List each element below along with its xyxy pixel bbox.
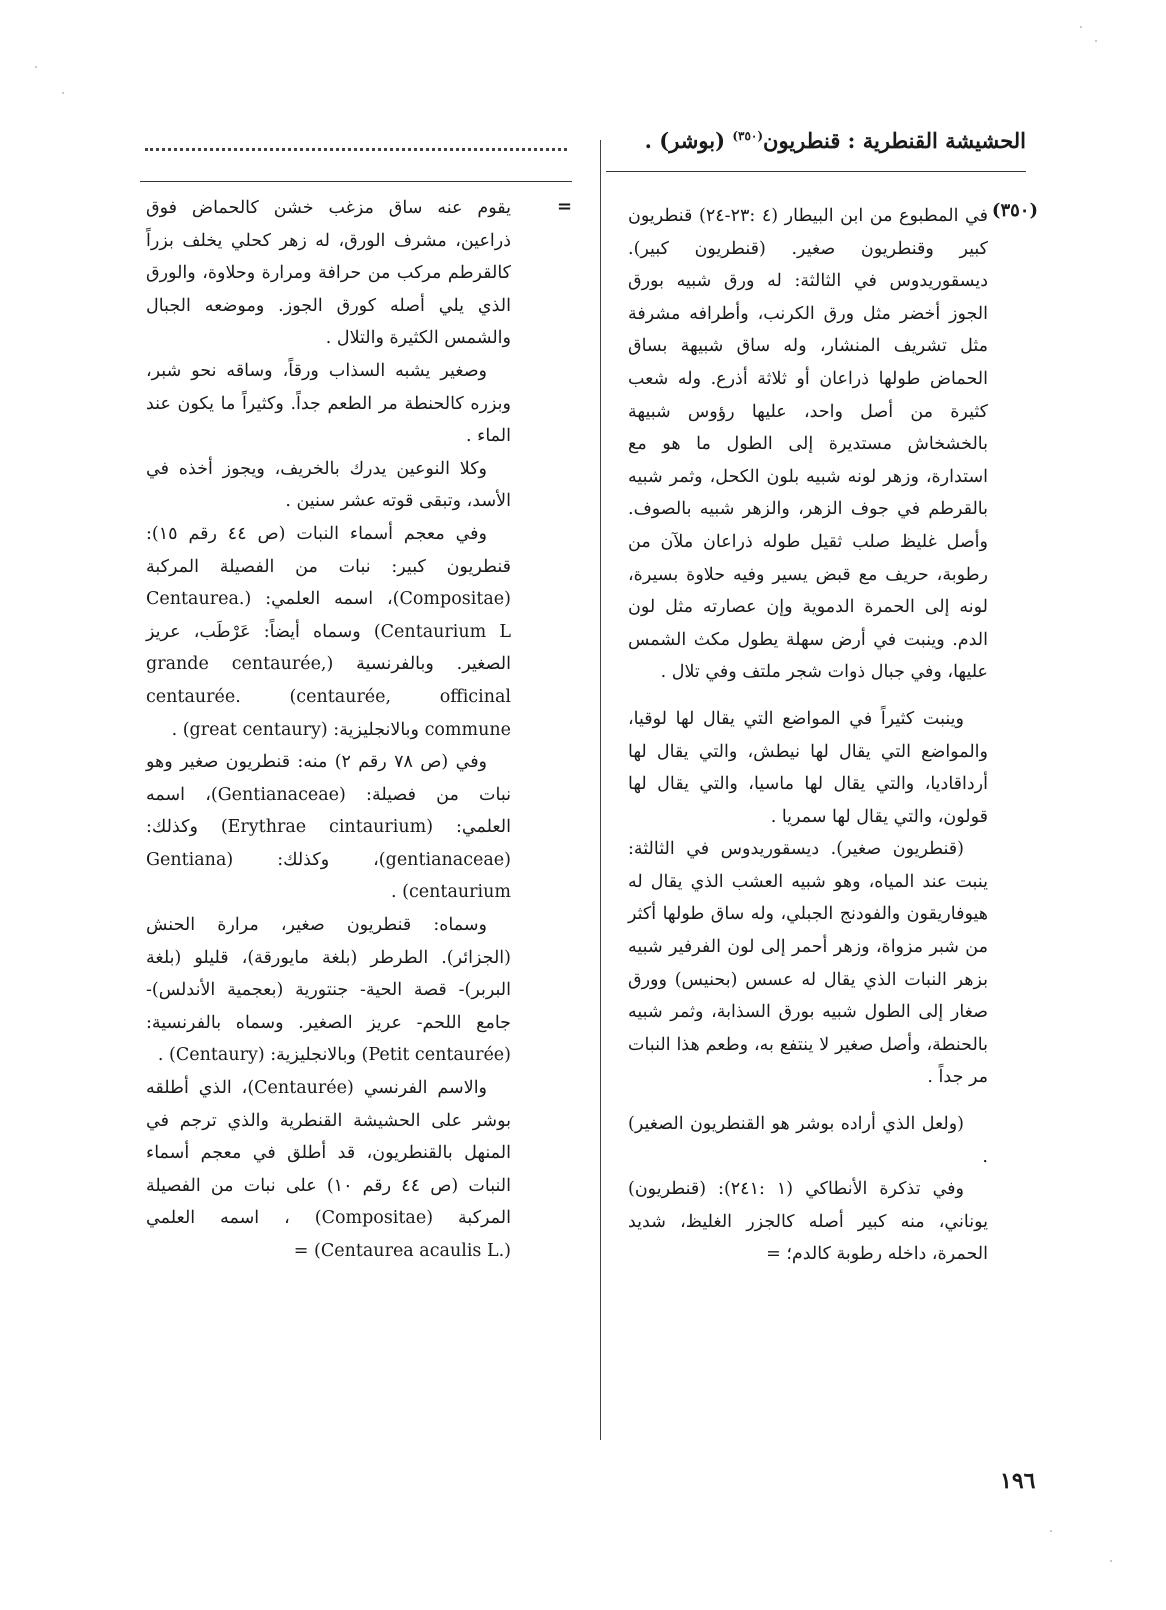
- paragraph: يقوم عنه ساق مزغب خشن كالحماض فوق ذراعين، مشرف الورق، له زهر كحلي يخلف بزراً كالقرطم مركب من حرافة ومرارة وحلاوة، والورق الذي يلي أصله كورق الجوز. وموضعه الجبال والشمس الكثيرة والتلال .: [146, 198, 511, 349]
- paragraph: في المطبوع من ابن البيطار (٤ :٢٣-٢٤) قنطريون كبير وقنطريون صغير. (قنطريون كبير). ديسقوريدوس في الثالثة: له ورق شبيه بورق الجوز أخضر مثل ورق الكرنب، وأطرافه مشرفة مثل تشريف المنشار، وله ساق شبيهة بساق الحماض طولها ذراعان أو ثلاثة أذرع. وله شعب كثيرة من أصل واحد، عليها رؤوس شبيهة بالخشخاش مستديرة إلى الطول ما هو مع استدارة، وزهر لونه شبيه بلون الكحل، وثمر شبيه بالقرطم في جوف الزهر، والزهر شبيه بالصوف. وأصل غليظ صلب ثقيل طوله ذراعان ملآن من رطوبة، حريف مع قبض يسير وفيه حلاوة بسيرة، لونه إلى الحمرة الدموية وإن عصارته مثل لون الدم. وينبت في أرض سهلة يطول مكث الشمس عليها، وفي جبال ذوات شجر ملتف وفي تلال .: [628, 206, 988, 683]
- header-rule: [140, 181, 572, 182]
- scan-speckle: [1050, 1530, 1052, 1532]
- header-title-suffix: (بوشر) .: [644, 128, 726, 153]
- scan-speckle: [35, 66, 37, 68]
- paragraph: وكلا النوعين يدرك بالخريف، ويجوز أخذه في الأسد، وتبقى قوته عشر سنين .: [146, 458, 511, 512]
- paragraph: (ولعل الذي أراده بوشر هو القنطريون الصغير) .: [628, 1114, 988, 1167]
- scan-speckle: [1095, 40, 1097, 42]
- continuation-mark: =: [557, 196, 573, 217]
- header-dotted-leader: [145, 140, 567, 151]
- paragraph: (قنطريون صغير). ديسقوريدوس في الثالثة: ينبت عند المياه، وهو شبيه العشب الذي يقال له هيوفاريقون والفودنج الجبلي، وله ساق طولها أكثر من شبر مزواة، وزهر أحمر إلى لون الفرفير شبيه بزهر النبات الذي يقال له عسس (بحنيس) وورق صغار إلى الطول شبيه بورق السذابة، وثمر شبيه بالحنطة، وأصل صغير لا ينتفع به، وطعم هذا النبات مر جداً .: [628, 839, 988, 1088]
- running-header: [606, 128, 1026, 153]
- page-number: ١٩٦: [1000, 1468, 1036, 1494]
- paragraph: وينبت كثيراً في المواضع التي يقال لها لوقيا، والمواضع التي يقال لها نيطش، والتي يقال لها أرداقاديا، والتي يقال لها ماسيا، والتي يقال لها قولون، والتي يقال لها سمريا .: [628, 708, 988, 827]
- paragraph: وفي (ص ٧٨ رقم ٢) منه: قنطريون صغير وهو نبات من فصيلة: (Gentianaceae)، اسمه العلمي: (Erythrae cintaurium) وكذلك: (gentianaceae)، وكذلك: (Gentiana centaurium) .: [146, 752, 512, 903]
- scan-speckle: [1110, 1560, 1112, 1562]
- paragraph: وفي معجم أسماء النبات (ص ٤٤ رقم ١٥): قنطريون كبير: نبات من الفصيلة المركبة (Compositae)، اسمه العلمي: (.Centaurea Centaurium L) وسماه أيضاً: عَرْطَب، عريز الصغير. وبالفرنسية (grande centaurée, centaurée, officinal) .centaurée commune وبالانجليزية: (great centaury) .: [146, 523, 511, 740]
- footnote-number: (٣٥٠): [991, 200, 1038, 221]
- scan-speckle: [1080, 26, 1082, 28]
- header-title: الحشيشة القنطرية : قنطريون: [763, 128, 1026, 153]
- column-divider: [600, 140, 601, 1440]
- left-column: [146, 192, 511, 1268]
- paragraph: وسماه: قنطريون صغير، مرارة الحنش (الجزائر). الطرطر (بلغة مايورقة)، قليلو (بلغة البربر)- قصة الحية- جنتورية (بعجمية الأندلس)- جامع اللحم- عريز الصغير. وسماه بالفرنسية: (Petit centaurée) وبالانجليزية: (Centaury) .: [146, 915, 511, 1066]
- right-column: [628, 200, 988, 1271]
- paragraph: وفي تذكرة الأنطاكي (١ :٢٤١): (قنطريون) يوناني، منه كبير أصله كالجزر الغليظ، شديد الحمرة، داخله رطوبة كالدم؛ =: [628, 1179, 988, 1265]
- paragraph: وصغير يشبه السذاب ورقاً، وساقه نحو شبر، وبزره كالحنطة مر الطعم جداً. وكثيراً ما يكون عند الماء .: [146, 360, 511, 447]
- scan-speckle: [62, 92, 64, 94]
- paragraph: والاسم الفرنسي (Centaurée)، الذي أطلقه بوشر على الحشيشة القنطرية والذي ترجم في المنهل بالقنطريون، قد أطلق في معجم أسماء النبات (ص ٤٤ رقم ١٠) على نبات من الفصيلة المركبة (Compositae) ، اسمه العلمي (.Centaurea acaulis L) =: [146, 1078, 511, 1261]
- header-rule: [606, 171, 1026, 172]
- header-footnote-ref: (٣٥٠): [732, 129, 764, 143]
